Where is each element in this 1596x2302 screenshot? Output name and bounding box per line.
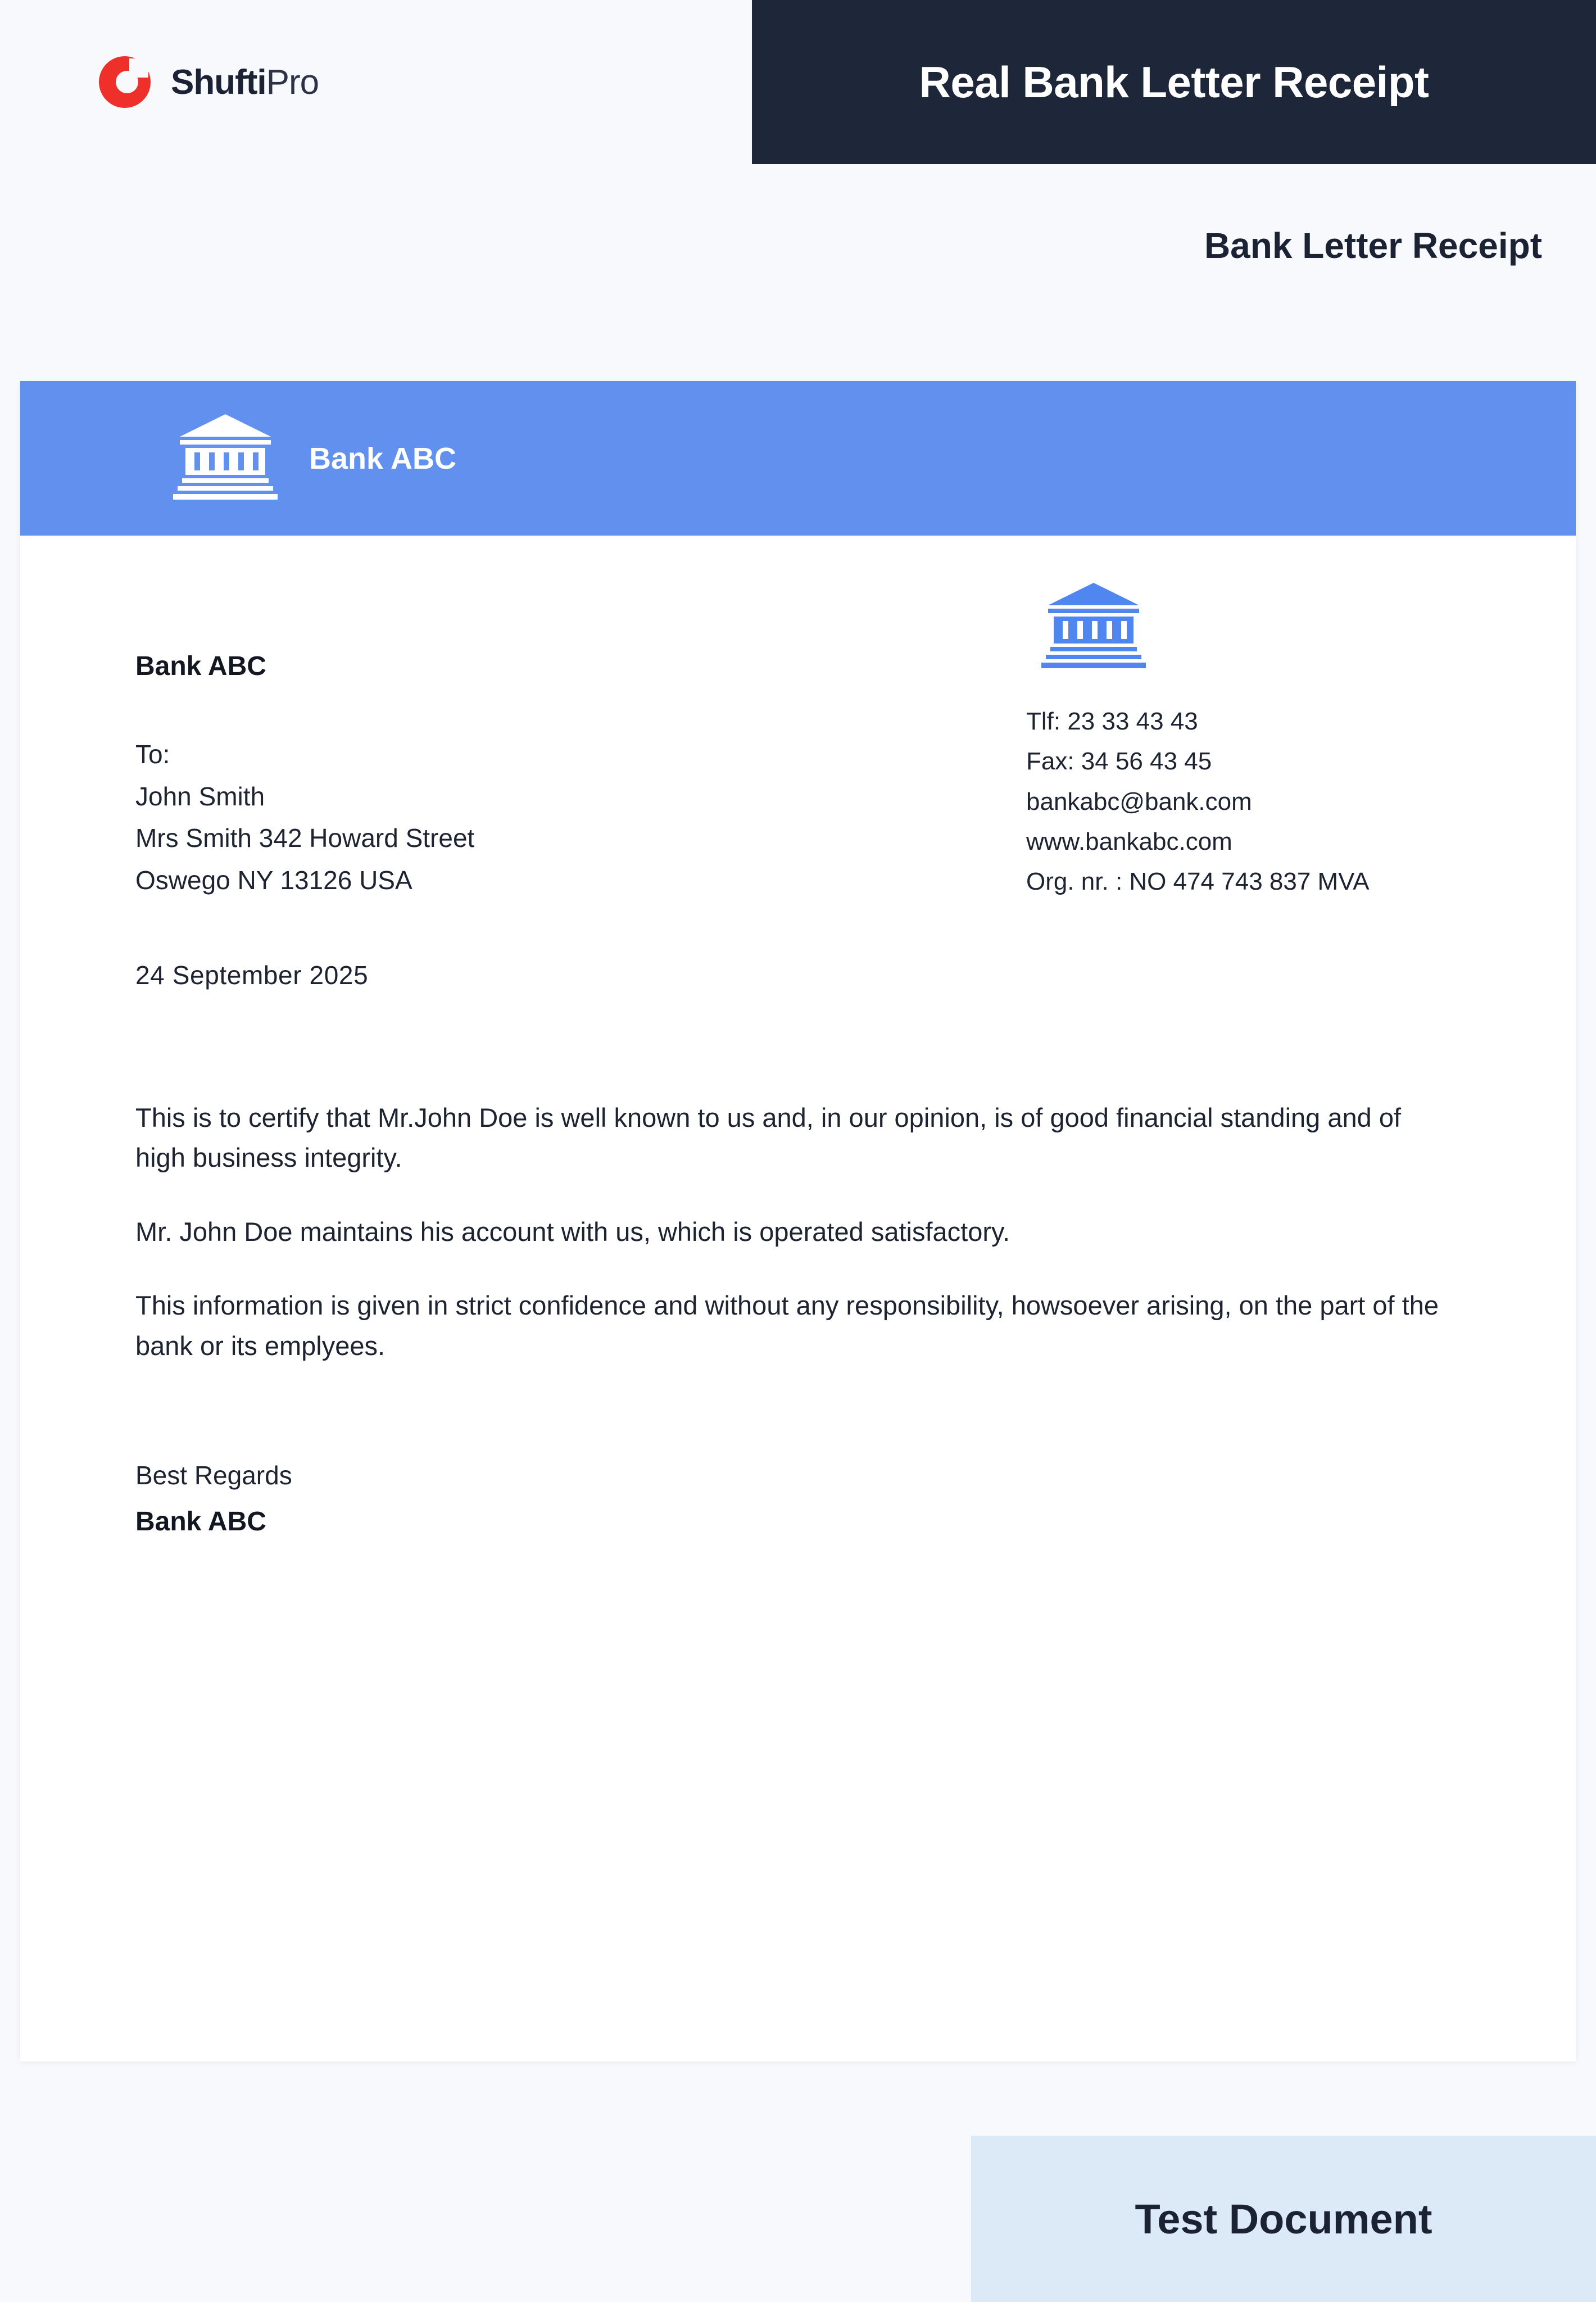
- contact-fax: Fax: 34 56 43 45: [1026, 747, 1212, 776]
- bank-letter-card: [20, 381, 1576, 2061]
- recipient-address-line-1: Mrs Smith 342 Howard Street: [135, 823, 475, 853]
- letter-signoff: [135, 1460, 292, 1537]
- title-banner: [752, 0, 1596, 164]
- brand-name: ShuftiPro: [171, 62, 319, 102]
- signoff-bank-name: Bank ABC: [135, 1507, 266, 1537]
- bank-letter-body: [20, 536, 1576, 2061]
- bank-building-icon-blue: [1040, 581, 1532, 673]
- title-banner-text: Real Bank Letter Receipt: [919, 57, 1429, 107]
- letter-body-text: [135, 1098, 1439, 1399]
- contact-org-number: Org. nr. : NO 474 743 837 MVA: [1026, 868, 1370, 896]
- letter-paragraph-2: Mr. John Doe maintains his account with us, which is operated satisfactory.: [135, 1216, 1010, 1247]
- page-header: [0, 0, 1596, 266]
- letterhead-bank-name: Bank ABC: [135, 651, 266, 681]
- bank-building-icon: [172, 412, 279, 505]
- letter-date: 24 September 2025: [135, 960, 369, 990]
- shufti-logo-icon: [99, 56, 151, 108]
- contact-email: bankabc@bank.com: [1026, 787, 1252, 815]
- page-subtitle-text: Bank Letter Receipt: [1204, 225, 1542, 266]
- signoff-regards: Best Regards: [135, 1461, 292, 1490]
- bank-contact-block: [1026, 581, 1532, 901]
- recipient-to-label: To:: [135, 740, 170, 769]
- contact-website: www.bankabc.com: [1026, 827, 1232, 855]
- brand-suffix: Pro: [266, 62, 319, 102]
- recipient-name: John Smith: [135, 781, 265, 811]
- page-subtitle: [1204, 225, 1542, 266]
- test-document-badge-text: Test Document: [1135, 2195, 1432, 2242]
- recipient-address-line-2: Oswego NY 13126 USA: [135, 865, 412, 895]
- letter-paragraph-1: This is to certify that Mr.John Doe is well known to us and, in our opinion, is of good financial standing and of high business integrity.: [135, 1103, 1402, 1173]
- letterhead-block: [135, 651, 990, 901]
- contact-phone: Tlf: 23 33 43 43: [1026, 708, 1198, 735]
- test-document-badge: [971, 2136, 1596, 2302]
- letter-paragraph-3: This information is given in strict confidence and without any responsibility, howsoever arising, on the part of the bank or its emplyees.: [135, 1290, 1439, 1361]
- bank-letter-band: [20, 381, 1576, 536]
- shufti-pro-logo: [99, 56, 319, 108]
- band-bank-name: Bank ABC: [309, 441, 457, 475]
